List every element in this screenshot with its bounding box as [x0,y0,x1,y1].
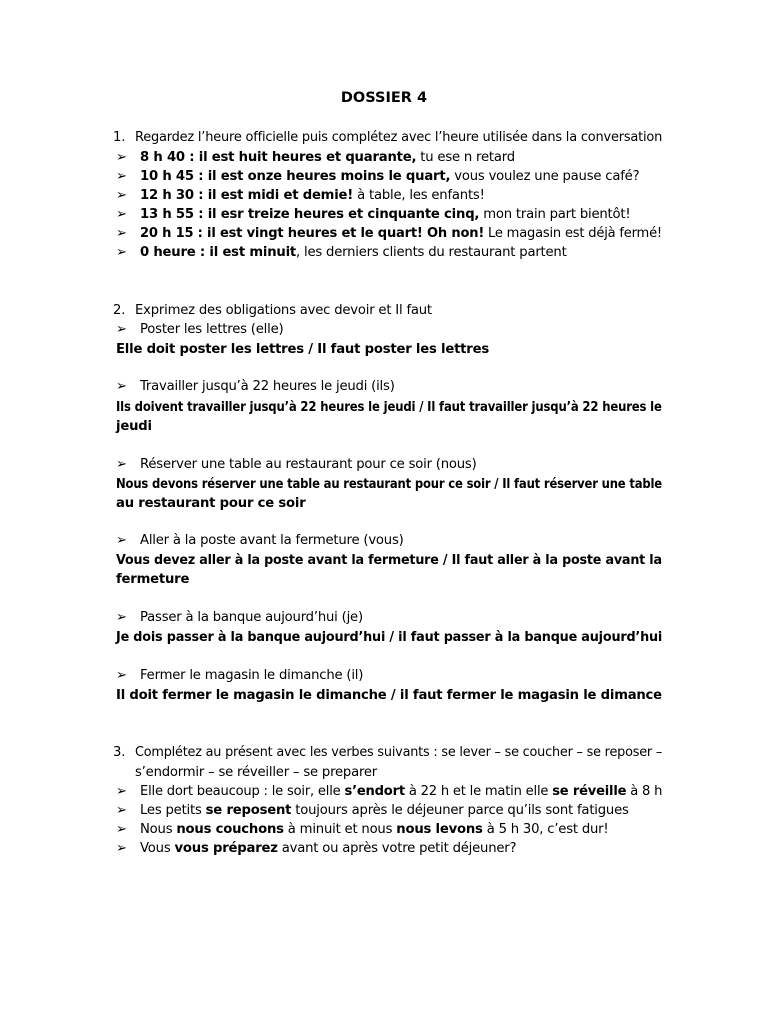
list-item: Nous nous couchons à minuit et nous nous levons à 5 h 30, c’est dur! [140,822,609,837]
bullet-icon: ➢ [116,188,127,203]
bullet-icon: ➢ [116,533,127,548]
list-item: Les petits se reposent toujours après le déjeuner parce qu’ils sont fatigues [140,803,629,818]
list-item: 12 h 30 : il est midi et demie! à table, les enfants! [140,188,485,203]
exercise-prompt: Passer à la banque aujourd’hui (je) [140,610,363,625]
bullet-icon: ➢ [116,150,127,165]
exercise-answer-cont: fermeture [116,572,190,587]
exercise-prompt: Travailler jusqu’à 22 heures le jeudi (ils) [140,379,395,394]
list-item: 13 h 55 : il esr treize heures et cinquante cinq, mon train part bientôt! [140,207,631,222]
list-item: Elle dort beaucoup : le soir, elle s’endort à 22 h et le matin elle se réveille à 8 h [140,784,663,799]
exercise-answer-cont: jeudi [116,419,152,434]
section-3-heading: Complétez au présent avec les verbes suivants : se lever – se coucher – se reposer – [135,745,663,760]
section-2-heading: Exprimez des obligations avec devoir et Il faut [135,303,432,318]
list-item: Vous vous préparez avant ou après votre petit déjeuner? [140,841,517,856]
bullet-icon: ➢ [116,379,127,394]
exercise-answer-cont: au restaurant pour ce soir [116,496,306,511]
list-item: 10 h 45 : il est onze heures moins le quart, vous voulez une pause café? [140,169,640,184]
bullet-icon: ➢ [116,610,127,625]
bullet-icon: ➢ [116,226,127,241]
list-item: 0 heure : il est minuit, les derniers clients du restaurant partent [140,245,567,260]
exercise-answer: Je dois passer à la banque aujourd’hui / il faut passer à la banque aujourd’hui [116,630,663,645]
bullet-icon: ➢ [116,245,127,260]
bullet-icon: ➢ [116,207,127,222]
bullet-icon: ➢ [116,322,127,337]
exercise-answer: Vous devez aller à la poste avant la fermeture / Il faut aller à la poste avant la [116,553,662,568]
bullet-icon: ➢ [116,784,127,799]
exercise-prompt: Réserver une table au restaurant pour ce soir (nous) [140,457,477,472]
section-3-number: 3. [113,745,126,760]
exercise-answer: Ils doivent travailler jusqu’à 22 heures le jeudi / Il faut travailler jusqu’à 22 heures le [116,400,662,415]
bullet-icon: ➢ [116,822,127,837]
section-3-heading-cont: s’endormir – se réveiller – se preparer [135,765,378,780]
exercise-prompt: Fermer le magasin le dimanche (il) [140,668,364,683]
exercise-answer: Nous devons réserver une table au restaurant pour ce soir / Il faut réserver une table [116,477,662,492]
bullet-icon: ➢ [116,457,127,472]
list-item: 8 h 40 : il est huit heures et quarante, tu ese n retard [140,150,515,165]
exercise-answer: Elle doit poster les lettres / Il faut poster les lettres [116,342,489,357]
section-1-number: 1. [113,130,126,145]
exercise-answer: Il doit fermer le magasin le dimanche / il faut fermer le magasin le dimance [116,688,662,703]
section-2-number: 2. [113,303,126,318]
exercise-prompt: Poster les lettres (elle) [140,322,284,337]
bullet-icon: ➢ [116,803,127,818]
section-1-heading: Regardez l’heure officielle puis complétez avec l’heure utilisée dans la conversation [135,130,663,145]
bullet-icon: ➢ [116,668,127,683]
bullet-icon: ➢ [116,841,127,856]
document-title: DOSSIER 4 [340,90,428,106]
list-item: 20 h 15 : il est vingt heures et le quart! Oh non! Le magasin est déjà fermé! [140,226,662,241]
bullet-icon: ➢ [116,169,127,184]
exercise-prompt: Aller à la poste avant la fermeture (vous) [140,533,404,548]
